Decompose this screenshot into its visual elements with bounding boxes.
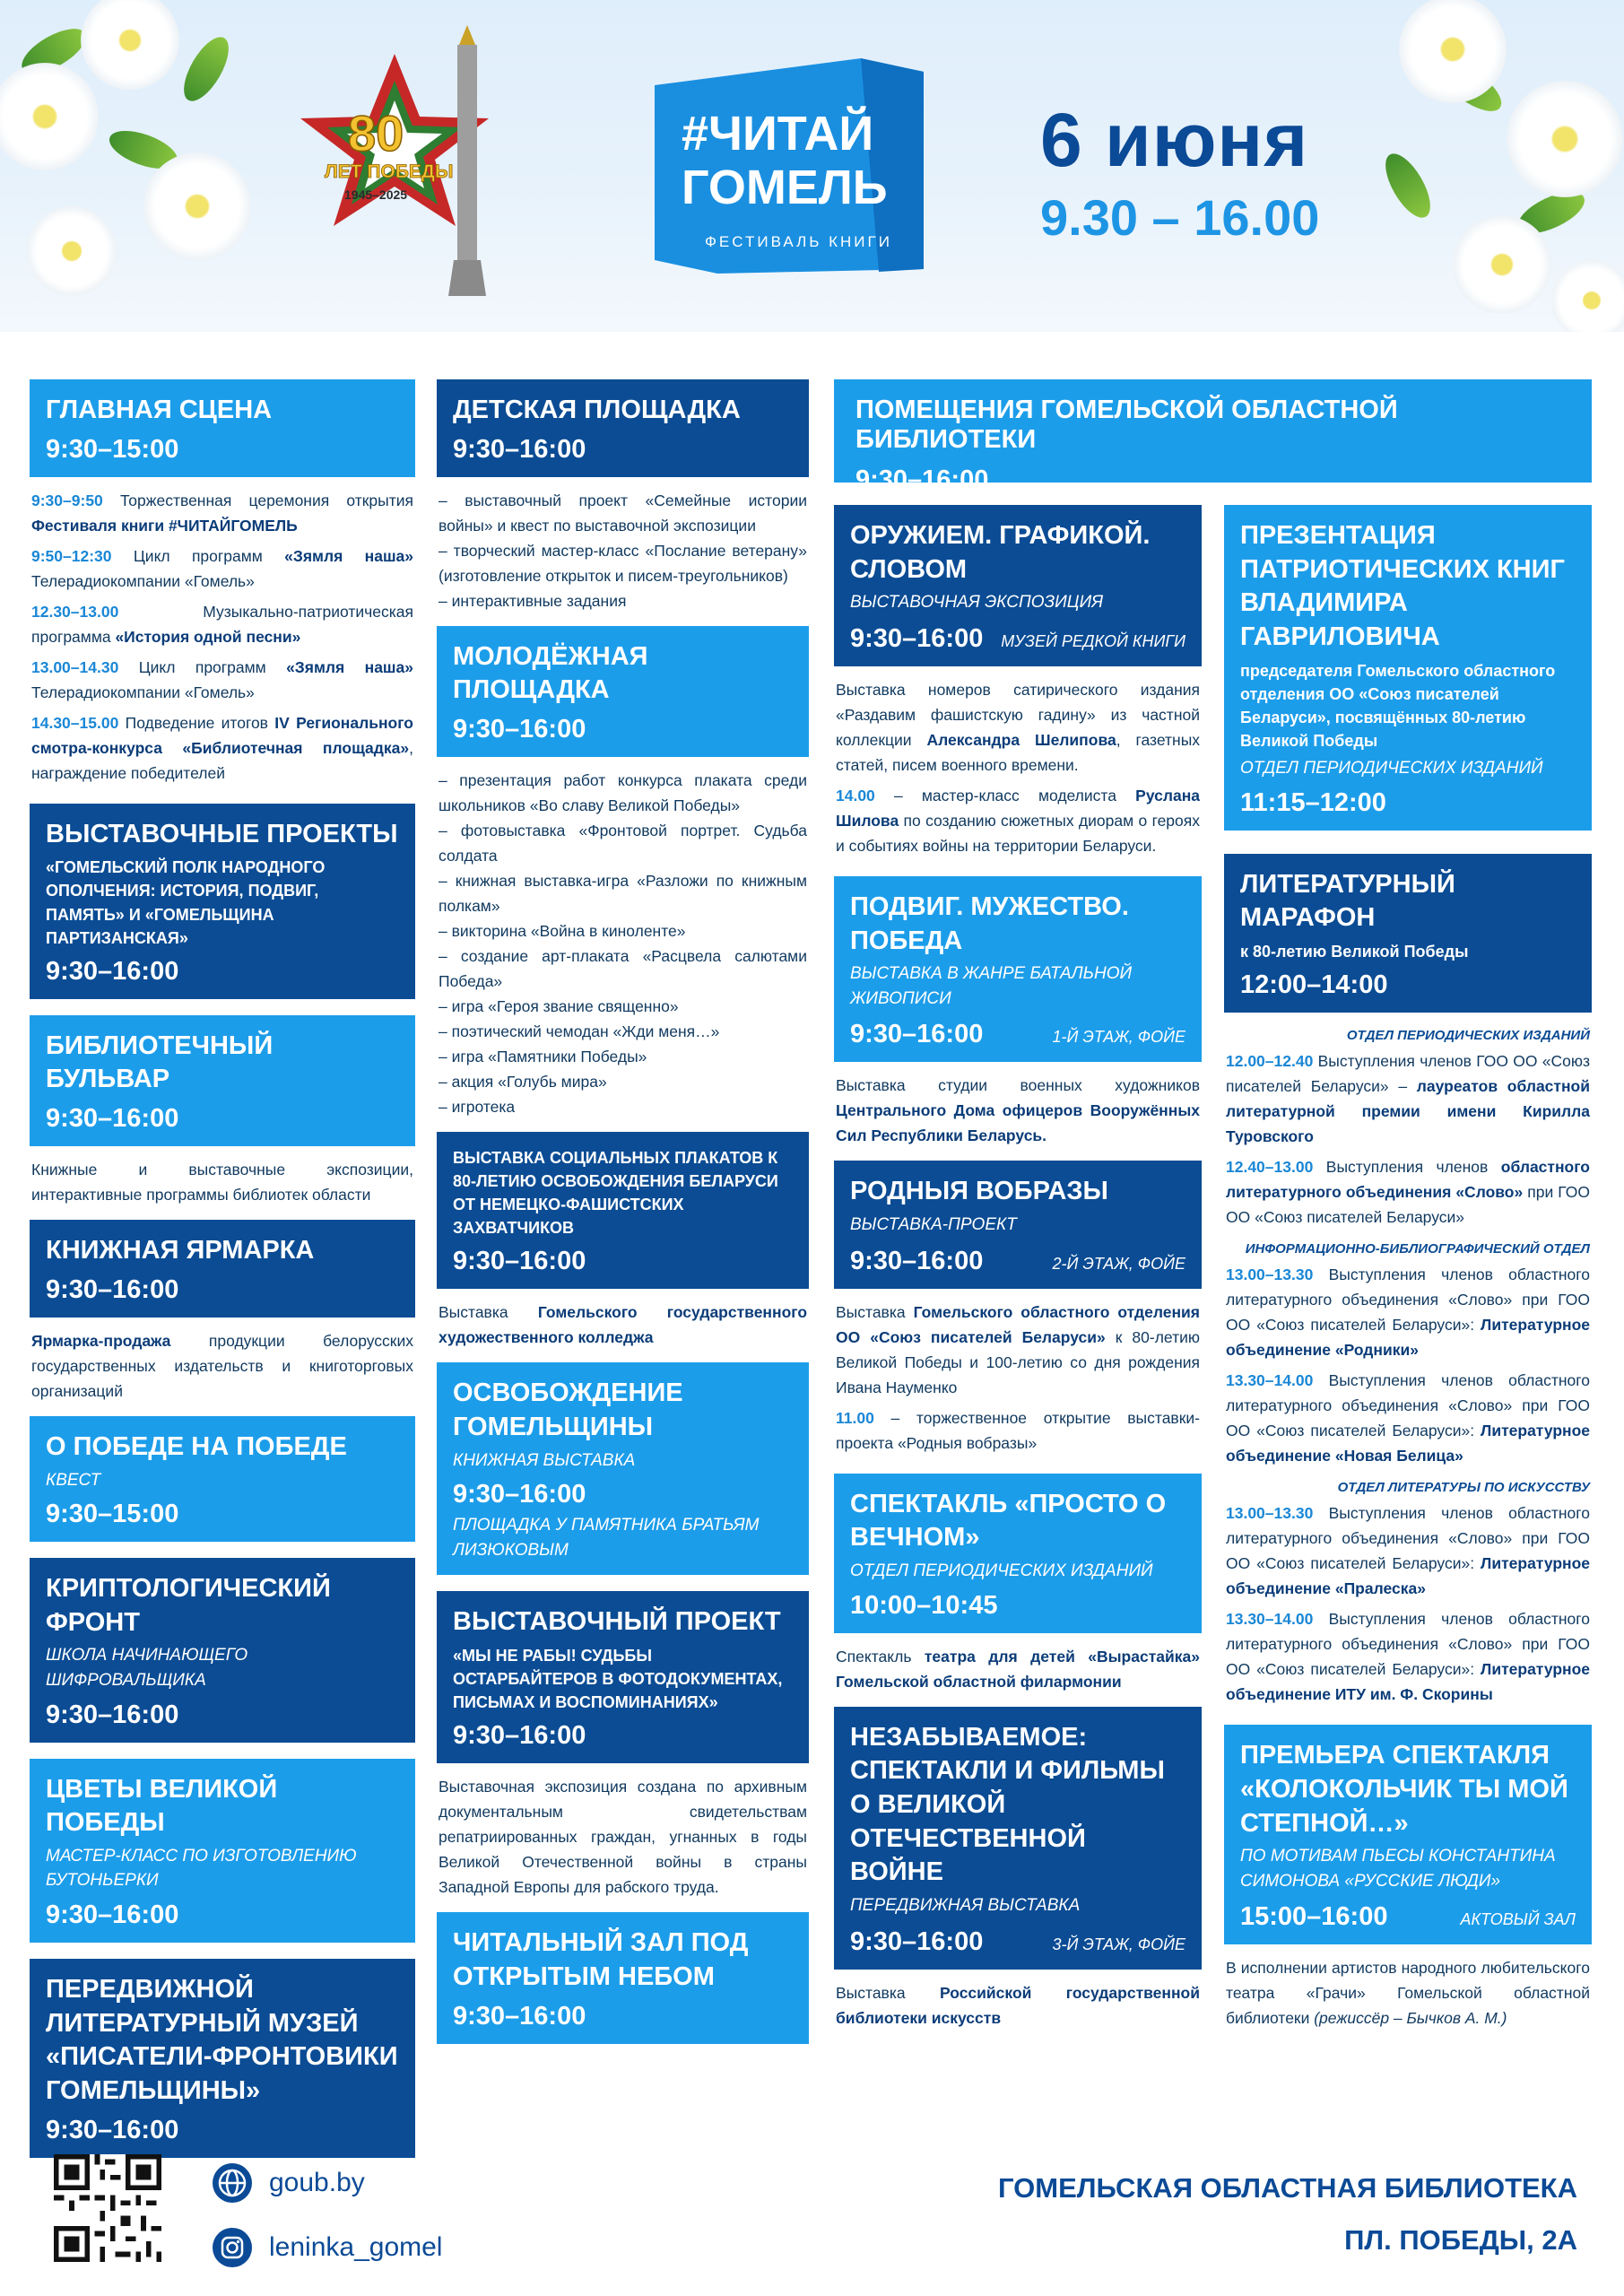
quest-time: 9:30–15:00 (46, 1500, 179, 1529)
exhibition-projects-title: ВЫСТАВОЧНЫЕ ПРОЕКТЫ (46, 819, 398, 848)
leaf-decoration (1376, 147, 1438, 224)
department-label: ОТДЕЛ ЛИТЕРАТУРЫ ПО ИСКУССТВУ (1337, 1480, 1590, 1496)
quest-sub: КВЕСТ (46, 1470, 101, 1490)
list-item: – презентация работ конкурса плаката среди школьников «Во славу Великой Победы» (439, 771, 807, 815)
museum-title: ПЕРЕДВИЖНОЙ ЛИТЕРАТУРНЫЙ МУЗЕЙ «ПИСАТЕЛИ-ФРОНТОВИКИ ГОМЕЛЬЩИНЫ» (46, 1974, 398, 2106)
exhibition-projects-desc: «ГОМЕЛЬСКИЙ ПОЛК НАРОДНОГО ОПОЛЧЕНИЯ: ИСТОРИЯ, ПОДВИГ, ПАМЯТЬ» И «ГОМЕЛЬЩИНА ПАРТИЗАНСКАЯ» (46, 858, 326, 947)
liberation-time: 9:30–16:00 (453, 1480, 586, 1509)
marathon-title: ЛИТЕРАТУРНЫЙ МАРАФОН (1240, 869, 1455, 933)
crypto-title: КРИПТОЛОГИЧЕСКИЙ ФРОНТ (46, 1574, 331, 1637)
book-fair-card (30, 1220, 415, 1318)
project-title: ВЫСТАВОЧНЫЙ ПРОЕКТ (453, 1607, 781, 1637)
liberation-sub: КНИЖНАЯ ВЫСТАВКА (453, 1450, 636, 1470)
unforgettable-title: НЕЗАБЫВАЕМОЕ: СПЕКТАКЛИ И ФИЛЬМЫ О ВЕЛИКОЙ ОТЕЧЕСТВЕННОЙ ВОЙНЕ (850, 1722, 1165, 1887)
premiere-time: 15:00–16:00 (1240, 1902, 1388, 1932)
unforgettable-time: 9:30–16:00 (850, 1926, 984, 1956)
flowers-time: 9:30–16:00 (46, 1900, 179, 1929)
column-4 (1224, 505, 1592, 2043)
youth-list (437, 757, 809, 1132)
unforgettable-card (834, 1707, 1202, 1970)
unforgettable-location: 3-Й ЭТАЖ, ФОЙЕ (1052, 1935, 1185, 1953)
reading-room-card (437, 1912, 809, 2043)
weapon-card (834, 505, 1202, 666)
presentation-sub: ОТДЕЛ ПЕРИОДИЧЕСКИХ ИЗДАНИЙ (1240, 759, 1543, 778)
list-item: – книжная выставка-игра «Разложи по книжным полкам» (439, 872, 807, 916)
posters-title: ВЫСТАВКА СОЦИАЛЬНЫХ ПЛАКАТОВ К 80-ЛЕТИЮ ОСВОБОЖДЕНИЯ БЕЛАРУСИ ОТ НЕМЕЦКО-ФАШИСТСКИХ ЗАХВАТЧИКОВ (453, 1149, 778, 1238)
posters-card (437, 1132, 809, 1289)
feat-sub: ВЫСТАВКА В ЖАНРЕ БАТАЛЬНОЙ ЖИВОПИСИ (850, 964, 1133, 1008)
main-stage-card (30, 379, 415, 477)
qr-code[interactable] (54, 2154, 161, 2262)
feat-location: 1-Й ЭТАЖ, ФОЙЕ (1052, 1028, 1185, 1047)
instagram-icon (211, 2226, 254, 2269)
weapon-sub: ВЫСТАВОЧНАЯ ЭКСПОЗИЦИЯ (850, 593, 1104, 613)
schedule-item: 12.30–13.00 Музыкально-патриотическая программа «История одной песни» (31, 602, 413, 646)
exhibition-projects-time: 9:30–16:00 (46, 956, 179, 986)
posters-text: Выставка Гомельского государственного художественного колледжа (439, 1303, 808, 1347)
list-item: – акция «Голубь мира» (439, 1073, 607, 1091)
play-title: СПЕКТАКЛЬ «ПРОСТО О ВЕЧНОМ» (850, 1489, 1167, 1552)
crypto-sub: ШКОЛА НАЧИНАЮЩЕГО ШИФРОВАЛЬЩИКА (46, 1646, 248, 1690)
play-time: 10:00–10:45 (850, 1590, 998, 1620)
native-sub: ВЫСТАВКА-ПРОЕКТ (850, 1215, 1017, 1235)
kids-card (437, 379, 809, 477)
museum-time: 9:30–16:00 (46, 2115, 179, 2144)
schedule-item: 9:30–9:50 Торжественная церемония открытия Фестиваля книги #ЧИТАЙГОМЕЛЬ (31, 491, 413, 535)
list-item: – творческий мастер-класс «Послание ветерану» (изготовление открыток и писем-треугольников) (439, 541, 807, 585)
column-1 (30, 379, 415, 2158)
festival-logo (655, 58, 924, 274)
book-fair-time: 9:30–16:00 (46, 1274, 179, 1304)
jubilee-number: 80 (348, 105, 404, 161)
event-time: 9.30 – 16.00 (1040, 189, 1320, 246)
play-sub: ОТДЕЛ ПЕРИОДИЧЕСКИХ ИЗДАНИЙ (850, 1561, 1153, 1580)
list-item: – игра «Героя звание священно» (439, 997, 679, 1016)
feat-card (834, 876, 1202, 1062)
weapon-title: ОРУЖИЕМ. ГРАФИКОЙ. СЛОВОМ (850, 521, 1151, 584)
youth-title: МОЛОДЁЖНАЯ ПЛОЩАДКА (453, 641, 648, 705)
kids-title: ДЕТСКАЯ ПЛОЩАДКА (453, 396, 741, 424)
premiere-sub: ПО МОТИВАМ ПЬЕСЫ КОНСТАНТИНА СИМОНОВА «РУССКИЕ ЛЮДИ» (1240, 1847, 1556, 1891)
crypto-card (30, 1558, 415, 1742)
department-label: ИНФОРМАЦИОННО-БИБЛИОГРАФИЧЕСКИЙ ОТДЕЛ (1245, 1241, 1590, 1257)
feat-time: 9:30–16:00 (850, 1020, 984, 1049)
festival-logo-line2: ГОМЕЛЬ (682, 161, 888, 214)
list-item: – викторина «Война в киноленте» (439, 922, 686, 941)
main-stage-time: 9:30–15:00 (46, 434, 179, 464)
feat-text: Выставка студии военных художников Центрального Дома офицеров Вооружённых Сил Республики Беларусь. (836, 1076, 1200, 1145)
event-date: 6 июня (1040, 98, 1309, 182)
weapon-location: МУЗЕЙ РЕДКОЙ КНИГИ (1001, 631, 1185, 650)
book-fair-title: КНИЖНАЯ ЯРМАРКА (46, 1236, 315, 1265)
library-title: ПОМЕЩЕНИЯ ГОМЕЛЬСКОЙ ОБЛАСТНОЙ БИБЛИОТЕКИ (855, 396, 1398, 454)
native-text: Выставка Гомельского областного отделения ОО «Союз писателей Беларуси» к 80-летию Великой Победы и 100-летию со дня рождения Ивана Науменко 11.00 – торжественное открытие выставки-проекта «Родныя вобразы» (836, 1302, 1200, 1452)
list-item: – поэтический чемодан «Жди меня…» (439, 1022, 720, 1041)
presentation-card (1224, 505, 1592, 831)
website-link[interactable]: goub.by (269, 2168, 365, 2197)
blossom-decoration (143, 152, 251, 260)
schedule-item: 14.30–15.00 Подведение итогов IV Регионального смотра-конкурса «Библиотечная площадка», награждение победителей (31, 713, 413, 782)
unforgettable-text: Выставка Российской государственной библиотеки искусств (836, 1983, 1200, 2027)
weapon-text: Выставка номеров сатирического издания «Раздавим фашистскую гадину» из частной коллекции Александра Шелипова, газетных статей, писем военного времени. 14.00 – мастер-класс моделиста Руслана Шилова по созданию сюжетных диорам о героях и событиях войны на территории Беларуси. (836, 680, 1201, 855)
unforgettable-sub: ПЕРЕДВИЖНАЯ ВЫСТАВКА (850, 1895, 1081, 1915)
boulevard-card (30, 1015, 415, 1146)
kids-list (437, 477, 809, 626)
boulevard-time: 9:30–16:00 (46, 1104, 179, 1134)
quest-title: О ПОБЕДЕ НА ПОБЕДЕ (46, 1431, 347, 1461)
blossom-decoration (1399, 0, 1507, 103)
presentation-title: ПРЕЗЕНТАЦИЯ ПАТРИОТИЧЕСКИХ КНИГ ВЛАДИМИРА ГАВРИЛОВИЧА (1240, 521, 1565, 652)
project-card (437, 1591, 809, 1763)
list-item: – выставочный проект «Семейные истории войны» и квест по выставочной экспозиции (439, 491, 807, 535)
youth-card (437, 626, 809, 757)
boulevard-title: БИБЛИОТЕЧНЫЙ БУЛЬВАР (46, 1031, 274, 1094)
main-stage-title: ГЛАВНАЯ СЦЕНА (46, 396, 273, 424)
premiere-title: ПРЕМЬЕРА СПЕКТАКЛЯ «КОЛОКОЛЬЧИК ТЫ МОЙ СТЕПНОЙ…» (1240, 1741, 1568, 1838)
project-time: 9:30–16:00 (453, 1721, 586, 1751)
book-fair-text: Ярмарка-продажа продукции белорусских государственных издательств и книготорговых организаций (31, 1331, 413, 1400)
blossom-decoration (81, 0, 179, 90)
blossom-decoration (1551, 260, 1624, 332)
list-item: – игра «Памятники Победы» (439, 1048, 647, 1066)
flowers-card (30, 1759, 415, 1943)
crypto-time: 9:30–16:00 (46, 1700, 179, 1729)
youth-time: 9:30–16:00 (453, 715, 586, 744)
blossom-decoration (0, 63, 99, 170)
library-name: ГОМЕЛЬСКАЯ ОБЛАСТНАЯ БИБЛИОТЕКА (998, 2172, 1577, 2204)
list-item: – игротека (439, 1098, 516, 1117)
column-2 (437, 379, 809, 2044)
schedule-item: 9:50–12:30 Цикл программ «Зямля наша» Телерадиокомпании «Гомель» (31, 546, 413, 590)
native-location: 2-Й ЭТАЖ, ФОЙЕ (1052, 1254, 1185, 1273)
blossom-decoration (27, 206, 117, 296)
presentation-time: 11:15–12:00 (1240, 787, 1386, 817)
play-text: Спектакль театра для детей «Вырастайка» Гомельской областной филармонии (836, 1647, 1201, 1691)
main-stage-schedule (30, 477, 415, 804)
flowers-sub: МАСТЕР-КЛАСС ПО ИЗГОТОВЛЕНИЮ БУТОНЬЕРКИ (46, 1846, 357, 1891)
library-header (834, 379, 1592, 494)
project-desc: «МЫ НЕ РАБЫ! СУДЬБЫ ОСТАРБАЙТЕРОВ В ФОТОДОКУМЕНТАХ, ПИСЬМАХ И ВОСПОМИНАНИЯХ» (453, 1647, 783, 1712)
play-card (834, 1474, 1202, 1633)
marathon-schedule: ОТДЕЛ ПЕРИОДИЧЕСКИХ ИЗДАНИЙ 12.00–12.40 Выступления членов ГОО ОО «Союз писателей Беларуси» – лауреатов областной литературной премии имени Кирилла Туровского 12.40–13.00 Выступления членов областного литературного объединения «Слово» при ГОО ОО «Союз писателей Беларуси» ИНФОРМАЦИОННО-БИБЛИОГРАФИЧЕСКИЙ ОТДЕЛ 13.00–13.30 Выступления членов областного литературного объединения «Слово» при ГОО ОО «Союз писателей Беларуси»: Литературное объединение «Родники» 13.30–14.00 Выступления членов областного литературного объединения «Слово» при ГОО ОО «Союз писателей Беларуси»: Литературное объединение «Новая Белица» ОТДЕЛ ЛИТЕРАТУРЫ ПО ИСКУССТВУ 13.00–13.30 Выступления членов областного литературного объединения «Слово» при ГОО ОО «Союз писателей Беларуси»: Литературное объединение «Пралеска» 13.30–14.00 Выступления членов областного литературного объединения «Слово» при ГОО ОО «Союз писателей Беларуси»: Литературное объединение ИТУ им. Ф. Скорины (1224, 1013, 1592, 1725)
globe-icon (211, 2161, 254, 2205)
liberation-card (437, 1362, 809, 1575)
weapon-time: 9:30–16:00 (850, 623, 984, 653)
exhibition-projects-card (30, 804, 415, 999)
festival-logo-caption: ФЕСТИВАЛЬ КНИГИ (705, 233, 892, 250)
jubilee-years: 1945–2025 (344, 187, 408, 202)
premiere-card (1224, 1725, 1592, 1944)
project-text: Выставочная экспозиция создана по архивным документальным свидетельствам репатриированных граждан, угнанных в годы Великой Отечественной войны в страны Западной Европы для рабского труда. (439, 1778, 807, 1897)
native-title: РОДНЫЯ ВОБРАЗЫ (850, 1177, 1108, 1206)
reading-room-title: ЧИТАЛЬНЫЙ ЗАЛ ПОД ОТКРЫТЫМ НЕБОМ (453, 1928, 749, 1992)
kids-time: 9:30–16:00 (453, 434, 586, 464)
column-3 (834, 505, 1202, 2043)
jubilee-words: ЛЕТ ПОБЕДЫ (325, 161, 454, 182)
footer (0, 2126, 1624, 2296)
list-item: – фотовыставка «Фронтовой портрет. Судьба солдата (439, 822, 807, 865)
presentation-desc: председателя Гомельского областного отделения ОО «Союз писателей Беларуси», посвящённых 80-летию Великой Победы (1240, 661, 1556, 751)
blossom-decoration (1507, 81, 1623, 197)
schedule-item: 13.00–14.30 Цикл программ «Зямля наша» Телерадиокомпании «Гомель» (31, 657, 413, 701)
marathon-desc: к 80-летию Великой Победы (1240, 943, 1469, 961)
instagram-link[interactable]: leninka_gomel (269, 2232, 443, 2262)
premiere-text: В исполнении артистов народного любительского театра «Грачи» Гомельской областной библиотеки (режиссёр – Бычков А. М.) (1226, 1959, 1590, 2028)
library-time: 9:30–16:00 (855, 465, 989, 494)
leaf-decoration (175, 30, 237, 108)
list-item: – создание арт-плаката «Расцвела салютами Победа» (439, 947, 807, 991)
liberation-title: ОСВОБОЖДЕНИЕ ГОМЕЛЬЩИНЫ (453, 1378, 683, 1442)
posters-time: 9:30–16:00 (453, 1247, 586, 1276)
native-card (834, 1161, 1202, 1288)
blossom-decoration (1453, 215, 1551, 314)
library-address: ПЛ. ПОБЕДЫ, 2А (1344, 2224, 1577, 2256)
list-item: – интерактивные задания (439, 591, 627, 610)
festival-logo-line1: #ЧИТАЙ (682, 107, 874, 161)
liberation-location: ПЛОЩАДКА У ПАМЯТНИКА БРАТЬЯМ ЛИЗЮКОВЫМ (453, 1516, 760, 1560)
header (0, 0, 1624, 332)
marathon-time: 12:00–14:00 (1240, 970, 1388, 1000)
department-label: ОТДЕЛ ПЕРИОДИЧЕСКИХ ИЗДАНИЙ (1346, 1028, 1590, 1044)
native-time: 9:30–16:00 (850, 1246, 984, 1275)
boulevard-text: Книжные и выставочные экспозиции, интерактивные программы библиотек области (31, 1161, 413, 1205)
flowers-title: ЦВЕТЫ ВЕЛИКОЙ ПОБЕДЫ (46, 1774, 278, 1838)
victory-80-logo (269, 18, 520, 305)
reading-room-time: 9:30–16:00 (453, 2001, 586, 2031)
quest-card (30, 1416, 415, 1542)
feat-title: ПОДВИГ. МУЖЕСТВО. ПОБЕДА (850, 891, 1129, 955)
marathon-card (1224, 854, 1592, 1013)
premiere-location: АКТОВЫЙ ЗАЛ (1460, 1910, 1576, 1929)
